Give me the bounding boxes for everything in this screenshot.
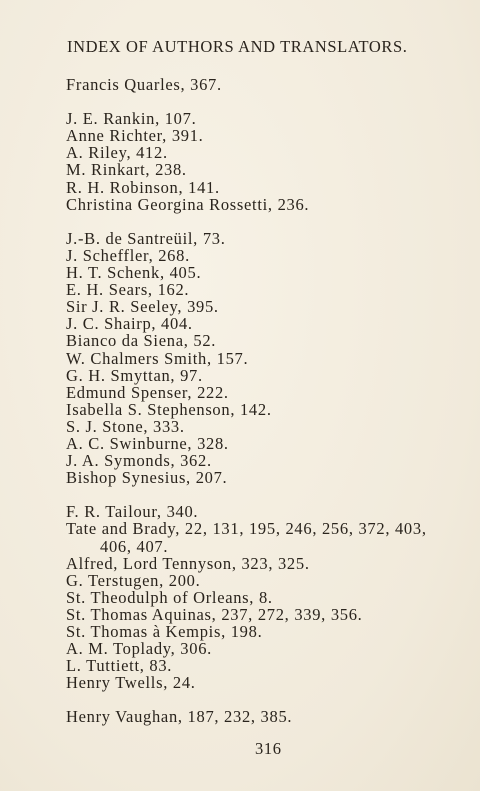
index-entry: Henry Vaughan, 187, 232, 385. — [66, 707, 293, 727]
index-entry: A. Riley, 412. — [66, 143, 168, 163]
section-gap — [66, 691, 476, 708]
index-entry: R. H. Robinson, 141. — [66, 177, 220, 197]
index-entry: L. Tuttiett, 83. — [66, 656, 173, 676]
index-entry: Bishop Synesius, 207. — [66, 468, 228, 488]
index-entry: Christina Georgina Rossetti, 236. — [66, 194, 310, 214]
index-entry: J. A. Symonds, 362. — [66, 451, 212, 471]
section-gap — [66, 93, 476, 110]
index-entry: A. C. Swinburne, 328. — [66, 433, 229, 453]
index-entry: Isabella S. Stephenson, 142. — [66, 399, 272, 419]
page-number: 316 — [255, 739, 282, 758]
index-entry: Alfred, Lord Tennyson, 323, 325. — [66, 553, 310, 573]
index-entry: J.-B. de Santreüil, 73. — [66, 228, 226, 248]
index-entry: Sir J. R. Seeley, 395. — [66, 297, 219, 317]
index-entry: Bianco da Siena, 52. — [66, 331, 217, 351]
page-header: INDEX OF AUTHORS AND TRANSLATORS. — [67, 37, 408, 56]
index-entry: F. R. Tailour, 340. — [66, 502, 199, 522]
section-gap — [66, 213, 476, 230]
index-entry: St. Thomas Aquinas, 237, 272, 339, 356. — [66, 604, 363, 624]
index-entry: H. T. Schenk, 405. — [66, 263, 202, 283]
index-entry: M. Rinkart, 238. — [66, 160, 187, 180]
index-entry-continuation: 406, 407. — [100, 536, 169, 556]
index-entry: Francis Quarles, 367. — [66, 75, 222, 94]
index-entry: St. Theodulph of Orleans, 8. — [66, 587, 273, 607]
index-entry: Tate and Brady, 22, 131, 195, 246, 256, 372, 403, — [66, 519, 427, 539]
index-entry: G. H. Smyttan, 97. — [66, 365, 203, 385]
author-index-list — [66, 76, 476, 726]
index-entry: Edmund Spenser, 222. — [66, 382, 229, 402]
index-entry: J. E. Rankin, 107. — [66, 109, 197, 129]
index-entry: St. Thomas à Kempis, 198. — [66, 622, 263, 641]
index-entry: W. Chalmers Smith, 157. — [66, 348, 249, 368]
section-gap — [66, 486, 476, 503]
index-entry: G. Terstugen, 200. — [66, 570, 201, 590]
index-entry: S. J. Stone, 333. — [66, 416, 185, 436]
index-entry: J. Scheffler, 268. — [66, 245, 190, 265]
index-entry: A. M. Toplady, 306. — [66, 639, 212, 659]
index-entry: J. C. Shairp, 404. — [66, 314, 193, 334]
index-entry: E. H. Sears, 162. — [66, 280, 190, 300]
index-entry: Henry Twells, 24. — [66, 673, 196, 693]
index-entry: Anne Richter, 391. — [66, 126, 204, 146]
